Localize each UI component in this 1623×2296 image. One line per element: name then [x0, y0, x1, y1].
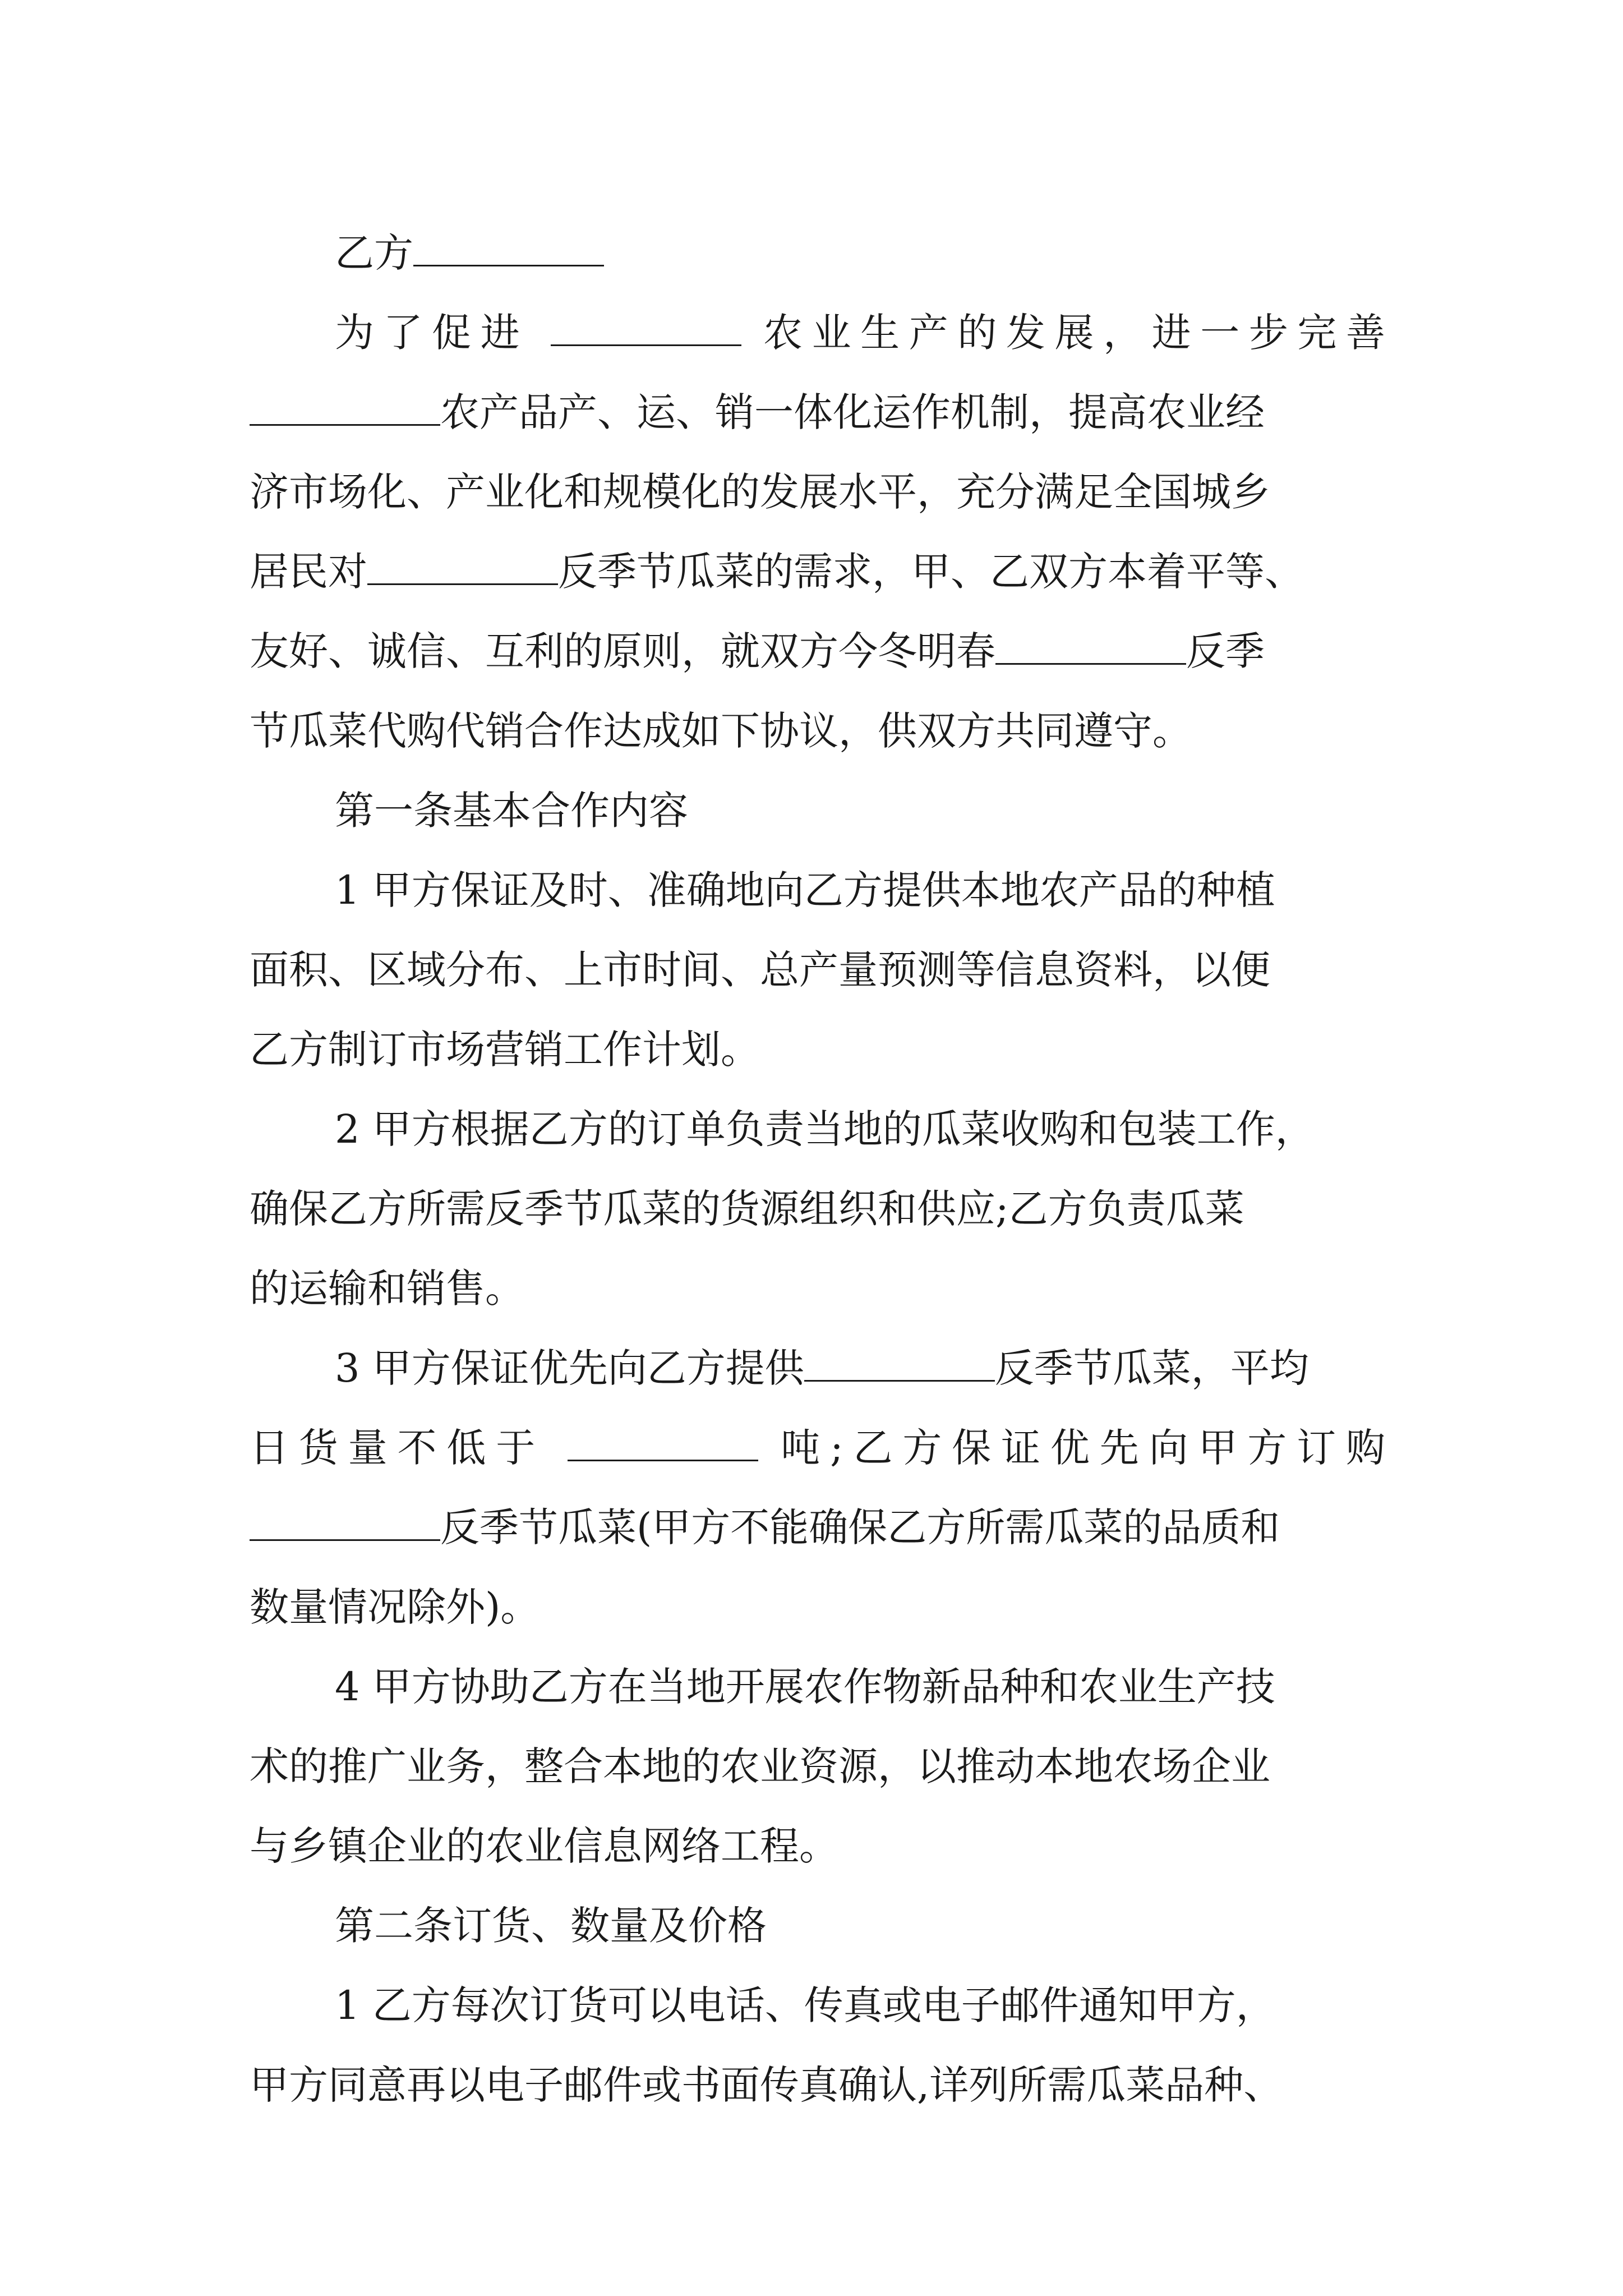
article-1-item-4-line-2: 术的推广业务，整合本地的农业资源，以推动本地农场企业 — [250, 1743, 1270, 1789]
article-1-item-3-line-2 — [250, 1408, 1385, 1488]
article-1-item-3-line-3 — [250, 1488, 1385, 1567]
article-1-item-1-line-1: 1 甲方保证及时、准确地向乙方提供本地农产品的种植 — [335, 867, 1275, 913]
article-2-item-1-line-2: 甲方同意再以电子邮件或书面传真确认,详列所需瓜菜品种、 — [250, 2062, 1283, 2108]
region-blank[interactable] — [250, 424, 440, 426]
item-text: 反季节瓜菜，平均 — [994, 1345, 1309, 1391]
preamble-line-2 — [250, 372, 1385, 452]
preamble-line-6: 节瓜菜代购代销合作达成如下协议，供双方共同遵守。 — [250, 708, 1192, 754]
preamble-line-4 — [250, 532, 1385, 611]
article-1-item-3-line-1 — [250, 1328, 1385, 1408]
item-text: 3 甲方保证优先向乙方提供 — [335, 1345, 804, 1391]
region-blank[interactable] — [367, 583, 558, 585]
article-1-item-2-line-3: 的运输和销售。 — [250, 1266, 524, 1312]
article-1-title: 第一条基本合作内容 — [335, 788, 688, 834]
article-1-item-2-line-1: 2 甲方根据乙方的订单负责当地的瓜菜收购和包装工作， — [335, 1106, 1315, 1152]
preamble-text: 农产品产、运、销一体化运作机制，提高农业经 — [440, 389, 1265, 435]
region-blank[interactable] — [250, 1539, 440, 1541]
article-1-item-3-line-4: 数量情况除外)。 — [250, 1584, 540, 1630]
article-1-item-1-line-3: 乙方制订市场营销工作计划。 — [250, 1027, 760, 1073]
document-body — [250, 213, 1385, 2125]
article-1-item-2-line-2: 确保乙方所需反季节瓜菜的货源组织和供应;乙方负责瓜菜 — [250, 1186, 1244, 1232]
preamble-text: 反季节瓜菜的需求，甲、乙双方本着平等、 — [558, 549, 1304, 595]
preamble-text: 为了促进 — [335, 310, 529, 356]
quantity-blank[interactable] — [568, 1459, 758, 1461]
article-1-item-4-line-3: 与乡镇企业的农业信息网络工程。 — [250, 1823, 838, 1869]
article-1-item-1-line-2: 面积、区域分布、上市时间、总产量预测等信息资料，以便 — [250, 947, 1270, 993]
preamble-text: 居民对 — [250, 549, 367, 595]
preamble-line-3: 济市场化、产业化和规模化的发展水平，充分满足全国城乡 — [250, 469, 1270, 515]
article-1-item-4-line-1: 4 甲方协助乙方在当地开展农作物新品种和农业生产技 — [335, 1664, 1275, 1710]
item-text: 反季节瓜菜(甲方不能确保乙方所需瓜菜的品质和 — [440, 1504, 1280, 1550]
preamble-text: 友好、诚信、互利的原则，就双方今冬明春 — [250, 628, 995, 674]
region-blank[interactable] — [995, 662, 1186, 665]
region-blank[interactable] — [804, 1379, 995, 1382]
party-b-name-blank[interactable] — [413, 264, 604, 266]
article-2-title: 第二条订货、数量及价格 — [335, 1903, 767, 1949]
region-blank[interactable] — [551, 344, 741, 346]
preamble-line-1 — [250, 293, 1385, 372]
item-text: 日货量不低于 — [250, 1425, 546, 1471]
article-2-item-1-line-1: 1 乙方每次订货可以电话、传真或电子邮件通知甲方， — [335, 1982, 1275, 2028]
item-text: 吨;乙方保证优先向甲方订购 — [781, 1425, 1385, 1471]
preamble-text: 反季 — [1186, 628, 1265, 674]
preamble-line-5 — [250, 611, 1385, 691]
party-b-label: 乙方 — [335, 230, 413, 276]
party-b-line — [250, 213, 1385, 293]
preamble-text: 农业生产的发展，进一步完善 — [763, 310, 1385, 356]
